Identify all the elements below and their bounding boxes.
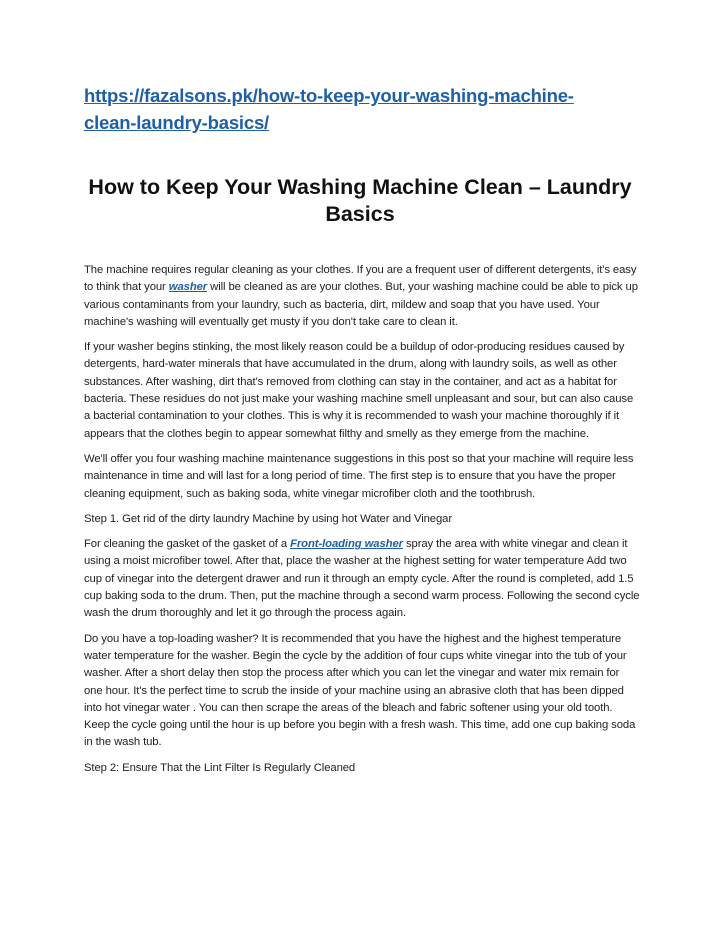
source-url-link[interactable]: https://fazalsons.pk/how-to-keep-your-washing-machine-clean-laundry-basics/ [84, 85, 574, 133]
paragraph-text: spray the area with white vinegar and clean it using a moist microfiber towel. After that, place the washer at the highest setting for water temperature Add two cup of vinegar into the detergent drawer and run it through an empty cycle. After the round is completed, add 1.5 cup baking soda to the drum. Then, put the machine through a second warm process. Following the second cycle wash the drum thoroughly and let it go through the process again. [84, 538, 640, 620]
paragraph-odor: If your washer begins stinking, the most likely reason could be a buildup of odor-producing residues caused by detergents, hard-water minerals that have accumulated in the drum, along with laundry soils, as well as other substances. After washing, dirt that's removed from clothing can stay in the container, and act as a habitat for bacteria. These residues do not just make your washing machine smell unpleasant and sour, but can also cause a bacterial contamination to your clothes. This is why it is recommended to wash your machine thoroughly if it appears that the clothes begin to appear somewhat filthy and smelly as they emerge from the machine. [84, 341, 634, 440]
step-2-heading: Step 2: Ensure That the Lint Filter Is Regularly Cleaned [84, 761, 356, 774]
paragraph-suggestions: We'll offer you four washing machine maintenance suggestions in this post so that your machine will require less maintenance in time and will last for a long period of time. The first step is to ensure that you have the proper cleaning equipment, such as baking soda, white vinegar microfiber cloth and the toothbrush. [84, 452, 634, 500]
paragraph-text: For cleaning the gasket of the gasket of a [84, 538, 291, 551]
page-title: How to Keep Your Washing Machine Clean – Laundry Basics [88, 175, 632, 226]
paragraph-text: will be cleaned as are your clothes. But, your washing machine could be able to pick up various contaminants from your laundry, such as bacteria, dirt, mildew and soap that you have used. Your machine's washing will eventually get musty if you don't take care to clean it. [84, 281, 638, 328]
front-loading-washer-link[interactable]: Front-loading washer [290, 538, 403, 551]
washer-link[interactable]: washer [168, 281, 208, 294]
paragraph-intro [84, 262, 640, 331]
step-1-heading: Step 1. Get rid of the dirty laundry Machine by using hot Water and Vinegar [84, 512, 453, 525]
paragraph-front-loading [84, 536, 640, 622]
paragraph-top-loading: Do you have a top-loading washer? It is recommended that you have the highest and the highest temperature water temperature for the washer. Begin the cycle by the addition of four cups white vinegar into the tub of your washer. After a short delay then stop the process after which you can let the vinegar and water mix remain for one hour. It's the perfect time to scrub the inside of your machine using an abrasive cloth that has been dipped into hot vinegar water . You can then scrape the areas of the bleach and fabric softener using your old tooth. Keep the cycle going until the hour is up before you begin with a fresh wash. This time, add one cup baking soda in the wash tub. [84, 632, 636, 749]
document-body [84, 262, 640, 785]
paragraph-text: The machine requires regular cleaning as your clothes. If you are a frequent user of different detergents, it's easy to think that your [84, 264, 637, 294]
